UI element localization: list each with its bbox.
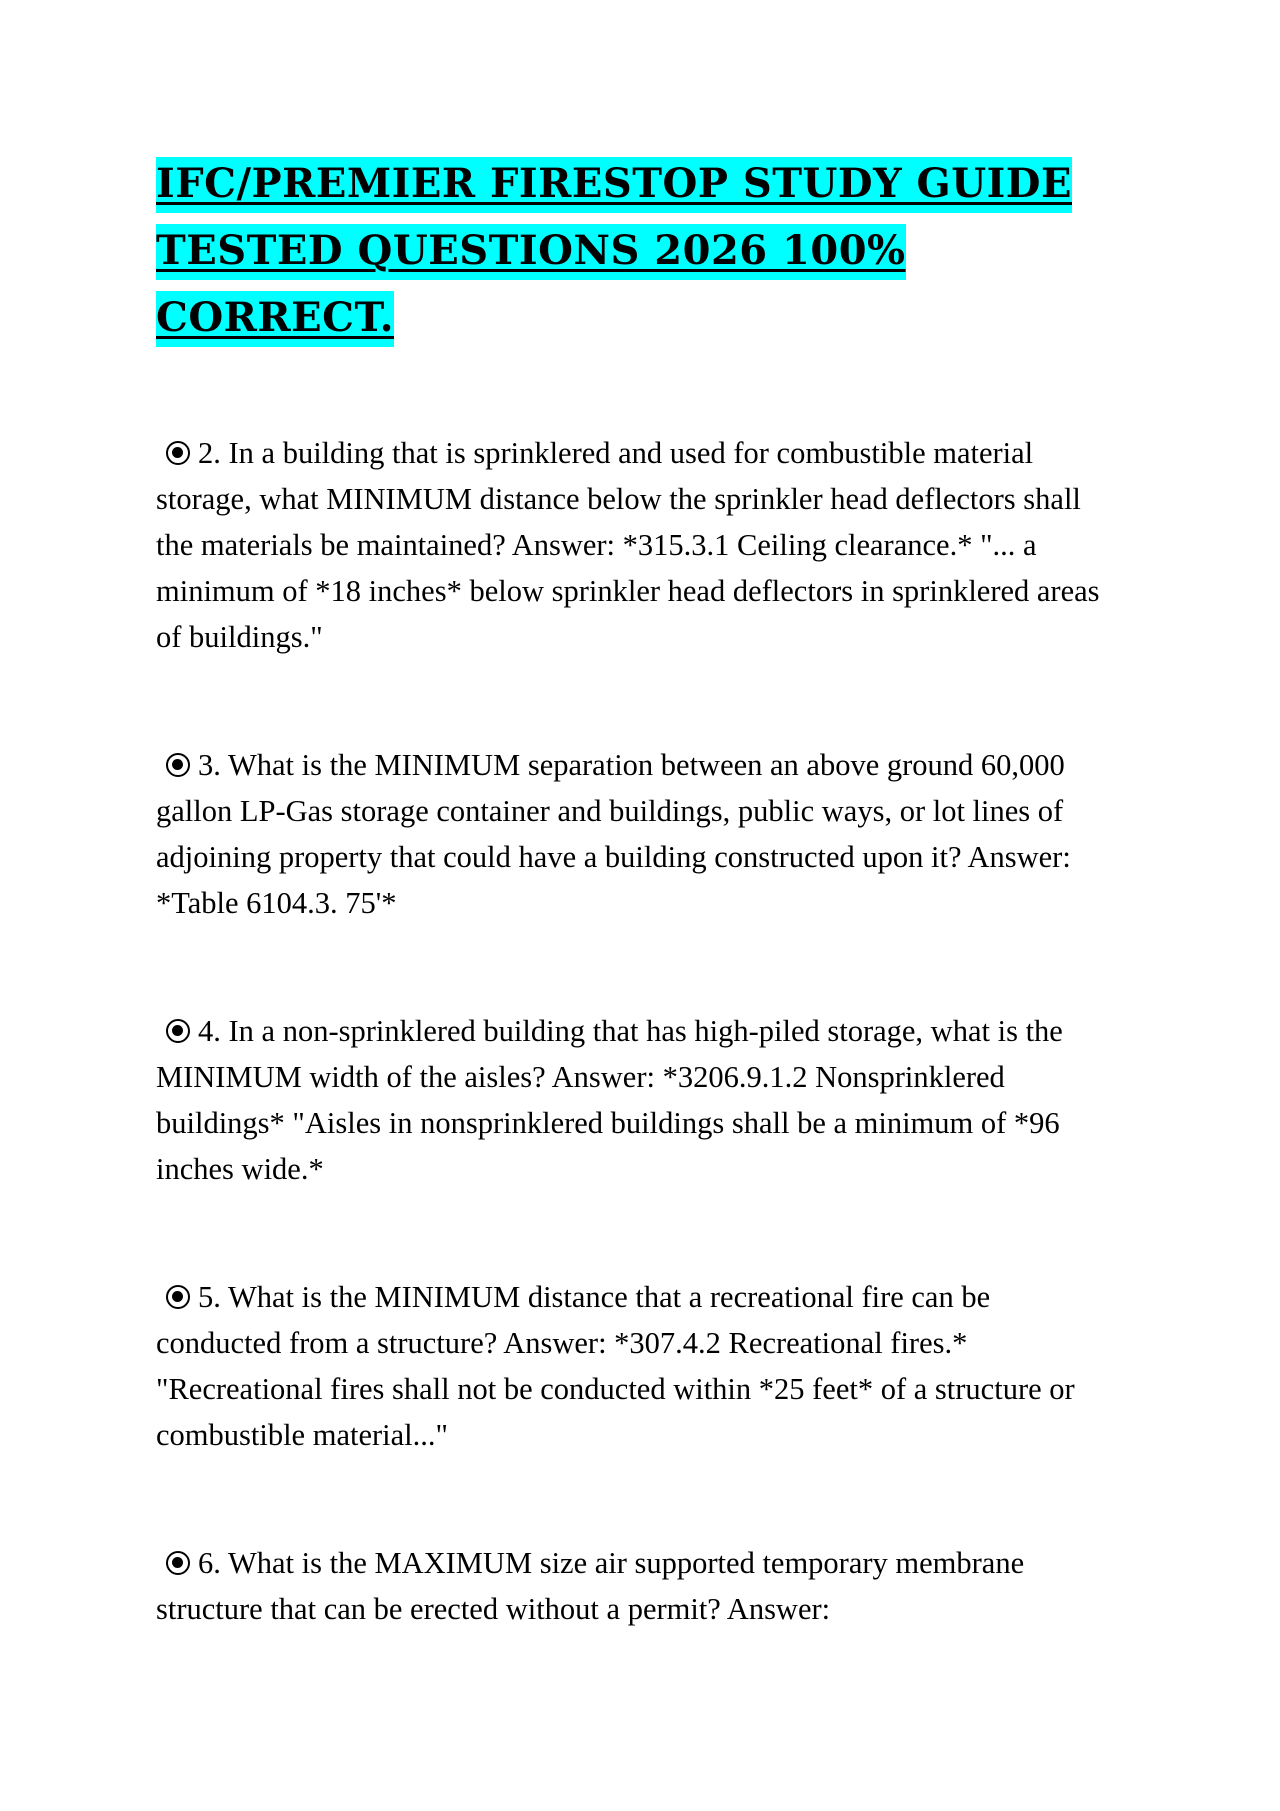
question-text: 6. What is the MAXIMUM size air supported temporary membrane structure that can be erected without a permit? Answer: (156, 1546, 1025, 1626)
question-text: 5. What is the MINIMUM distance that a recreational fire can be conducted from a structure? Answer: *307.4.2 Recreational fires.* "Recreational fires shall not be conducted within *25 feet* of a structure or combustible material..." (156, 1280, 1075, 1452)
radio-bullet-icon (166, 753, 190, 777)
question-text: 4. In a non-sprinklered building that has high-piled storage, what is the MINIMUM width of the aisles? Answer: *3206.9.1.2 Nonsprinklered buildings* "Aisles in nonsprinklered buildings shall be a minimum of *96 inches wide.* (156, 1014, 1063, 1186)
question-item (156, 742, 1116, 926)
document-title (156, 150, 1156, 351)
question-item (156, 1274, 1116, 1458)
radio-bullet-icon (166, 1285, 190, 1309)
title-line-1: IFC/PREMIER FIRESTOP STUDY GUIDE (156, 157, 1072, 213)
question-item (156, 1008, 1116, 1192)
question-text: 3. What is the MINIMUM separation between an above ground 60,000 gallon LP-Gas storage container and buildings, public ways, or lot lines of adjoining property that could have a building constructed upon it? Answer: *Table 6104.3. 75'* (156, 748, 1071, 920)
question-item (156, 430, 1116, 660)
radio-bullet-icon (166, 1551, 190, 1575)
title-line-2: TESTED QUESTIONS 2026 100% CORRECT. (156, 224, 906, 347)
question-item (156, 1540, 1116, 1632)
question-text: 2. In a building that is sprinklered and used for combustible material storage, what MINIMUM distance below the sprinkler head deflectors shall the materials be maintained? Answer: *315.3.1 Ceiling clearance.* "... a minimum of *18 inches* below sprinkler head deflectors in sprinklered areas of buildings." (156, 436, 1100, 654)
radio-bullet-icon (166, 1019, 190, 1043)
radio-bullet-icon (166, 441, 190, 465)
question-list (156, 430, 1116, 1714)
